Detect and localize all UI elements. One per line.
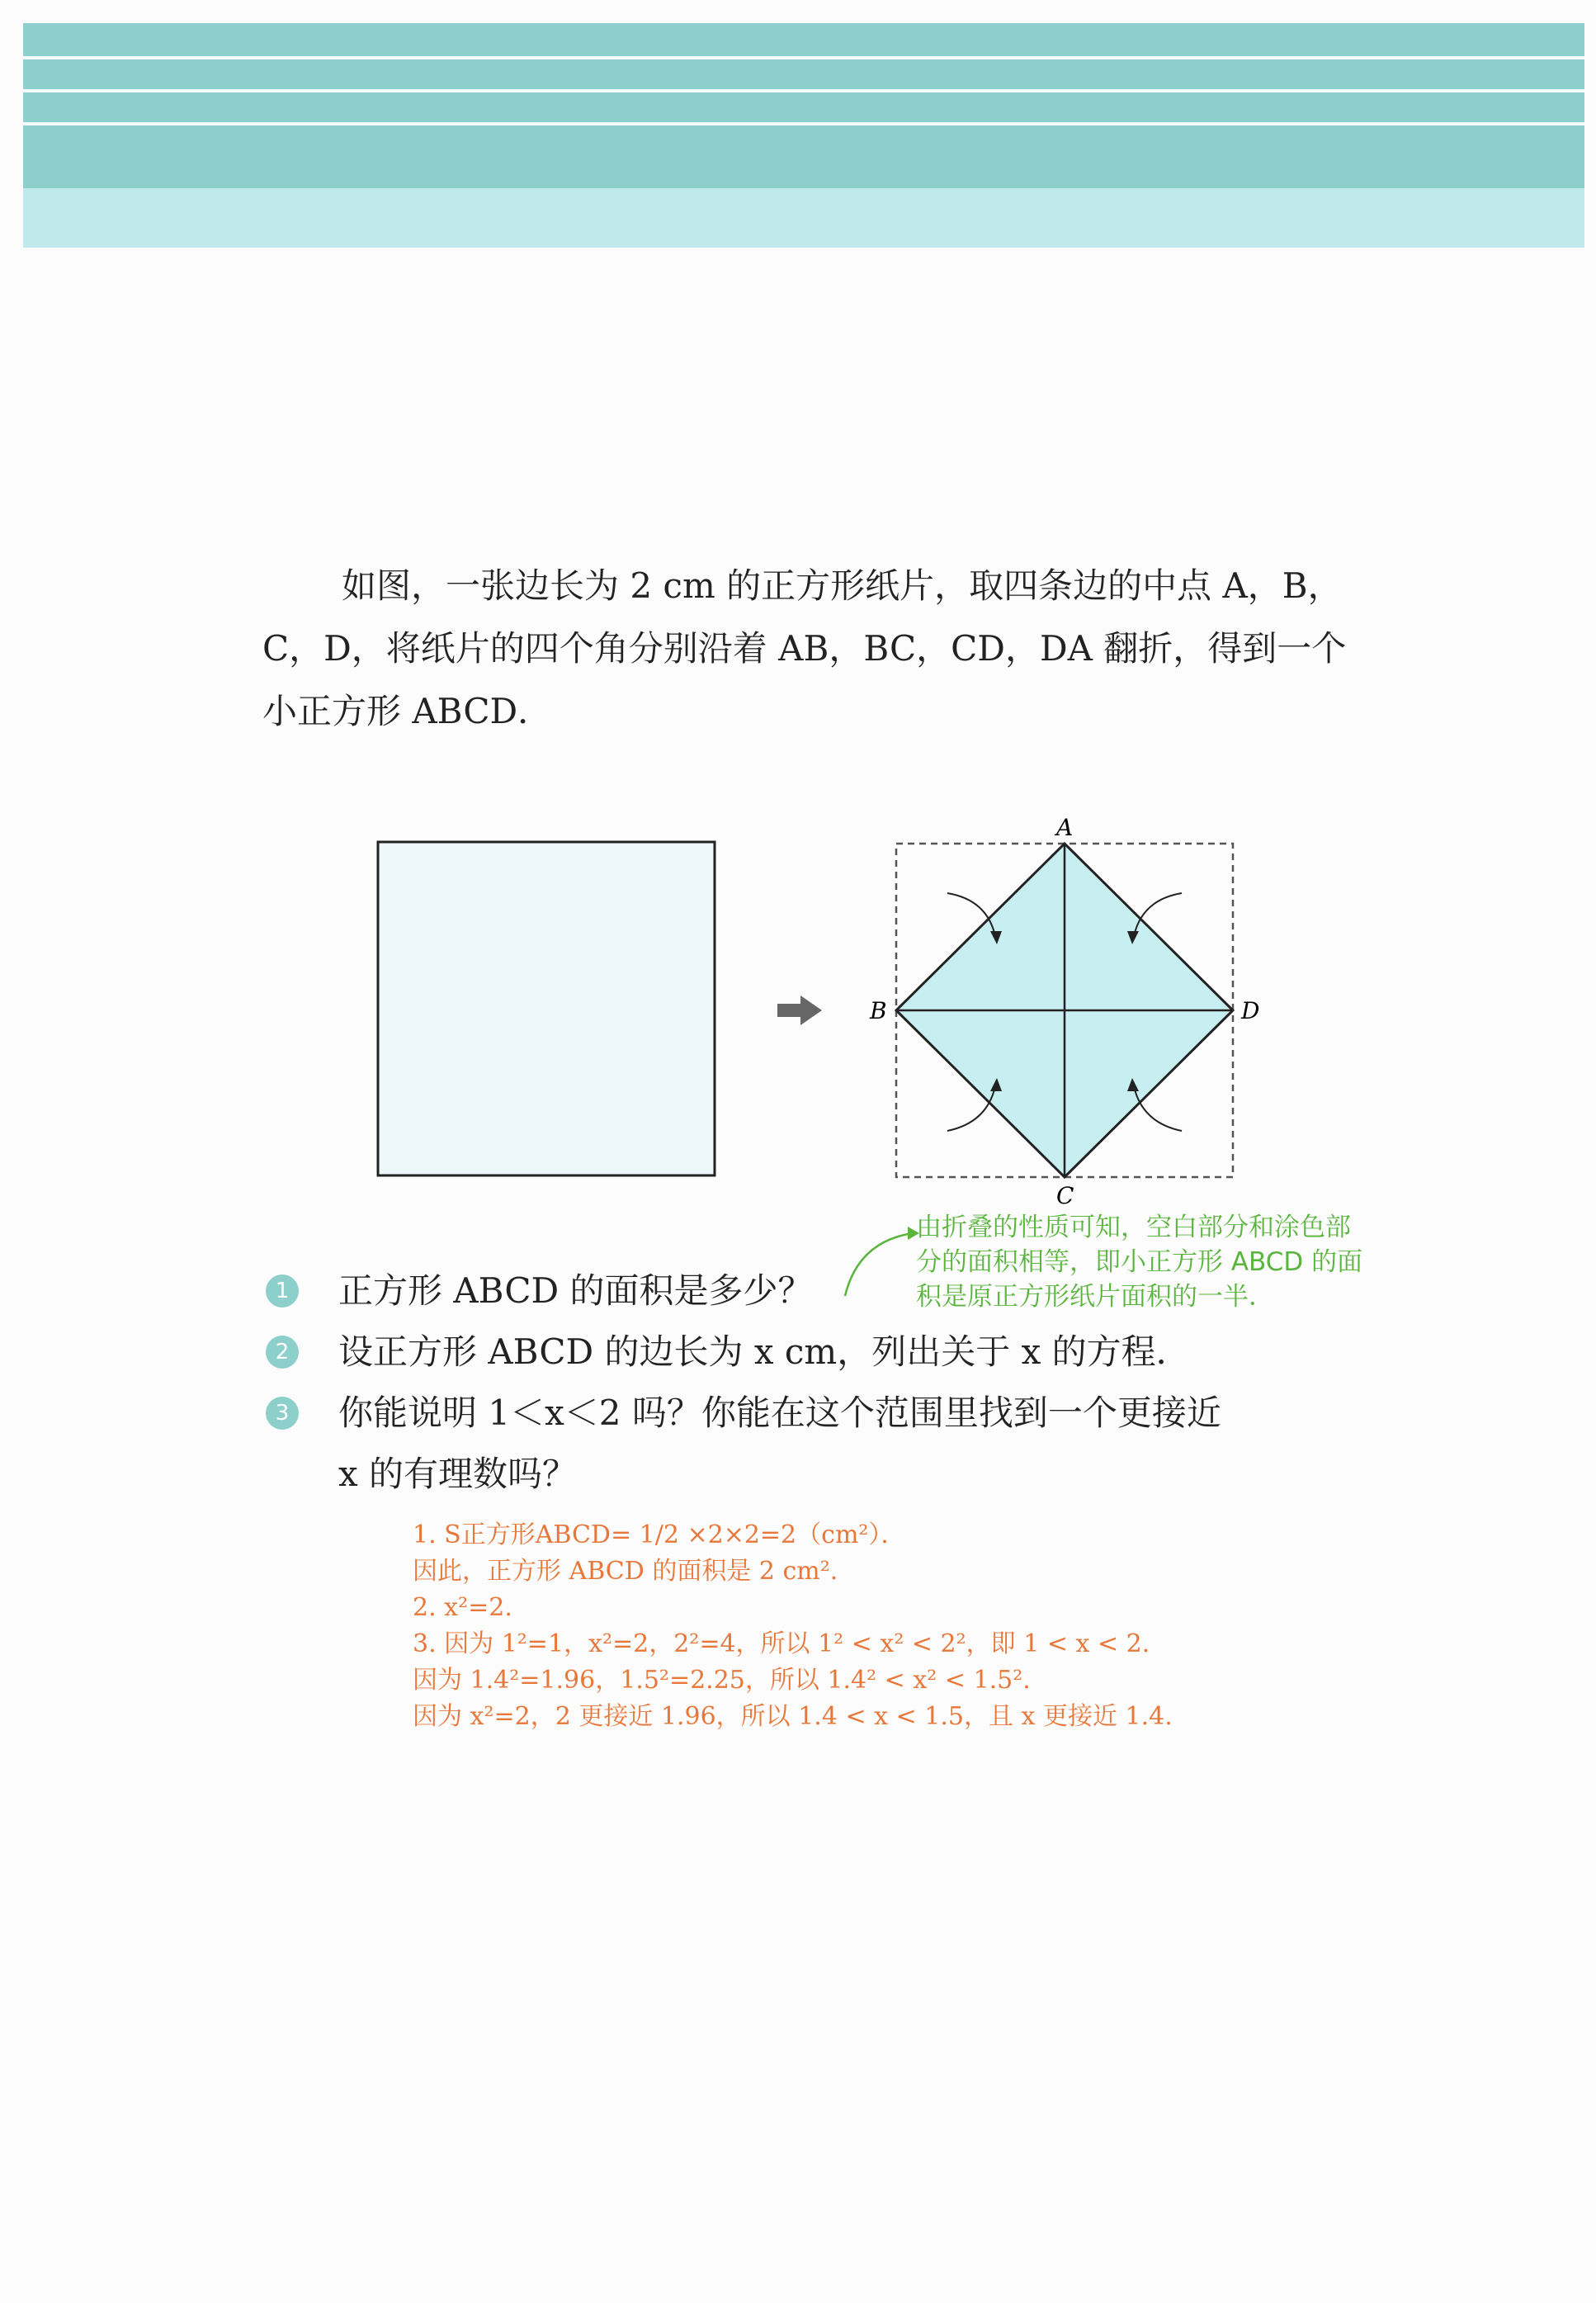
original-square xyxy=(378,842,715,1175)
answer-line-2: 因此，正方形 ABCD 的面积是 2 cm². xyxy=(413,1557,838,1586)
answer-block xyxy=(413,1517,1485,1735)
label-a: A xyxy=(1056,814,1074,841)
answer-line-5: 因为 1.4²=1.96，1.5²=2.25，所以 1.4² < x² < 1.5². xyxy=(413,1666,1031,1695)
banner-dark-band xyxy=(23,23,1584,188)
banner-stripe xyxy=(23,122,1584,125)
banner-light-band xyxy=(23,188,1584,248)
label-b: B xyxy=(870,997,887,1024)
answer-line-3: 2. x²=2. xyxy=(413,1593,512,1622)
header-banner xyxy=(23,23,1584,248)
intro-line-1: 如图，一张边长为 2 cm 的正方形纸片，取四条边的中点 A，B， xyxy=(342,565,1343,606)
banner-stripe xyxy=(23,56,1584,59)
intro-paragraph xyxy=(262,555,1401,743)
question-text-continued: x 的有理数吗？ xyxy=(338,1454,578,1494)
answer-line-6: 因为 x²=2，2 更接近 1.96，所以 1.4 < x < 1.5，且 x 更接近 1.4. xyxy=(413,1702,1173,1731)
question-1 xyxy=(275,1265,813,1317)
question-3 xyxy=(275,1387,1221,1501)
question-text: 你能说明 1＜x＜2 吗？你能在这个范围里找到一个更接近 xyxy=(338,1393,1221,1433)
fold-explanation-note xyxy=(916,1210,1494,1314)
note-line-3: 积是原正方形纸片面积的一半． xyxy=(916,1282,1274,1312)
note-line-2: 分的面积相等，即小正方形 ABCD 的面 xyxy=(916,1247,1363,1277)
question-text: 正方形 ABCD 的面积是多少？ xyxy=(338,1270,813,1311)
note-pointer-arrow xyxy=(833,1225,924,1299)
banner-stripe xyxy=(23,89,1584,92)
question-number-badge: 2 xyxy=(266,1336,299,1369)
label-d: D xyxy=(1241,997,1260,1024)
answer-line-1: 1. S正方形ABCD= 1/2 ×2×2=2（cm²）． xyxy=(413,1520,906,1549)
question-2 xyxy=(275,1326,1191,1378)
question-number-badge: 3 xyxy=(266,1397,299,1430)
answer-line-4: 3. 因为 1²=1，x²=2，2²=4，所以 1² < x² < 2²，即 1 < x < 2. xyxy=(413,1629,1150,1658)
note-line-1: 由折叠的性质可知，空白部分和涂色部 xyxy=(916,1213,1351,1242)
folding-figure xyxy=(0,809,1596,1238)
intro-line-2: C，D，将纸片的四个角分别沿着 AB，BC，CD，DA 翻折，得到一个 xyxy=(262,628,1347,669)
right-arrow-icon xyxy=(777,995,822,1025)
intro-line-3: 小正方形 ABCD． xyxy=(262,691,553,731)
label-c: C xyxy=(1056,1182,1074,1209)
question-text: 设正方形 ABCD 的边长为 x cm，列出关于 x 的方程． xyxy=(338,1331,1191,1372)
question-number-badge: 1 xyxy=(266,1274,299,1308)
